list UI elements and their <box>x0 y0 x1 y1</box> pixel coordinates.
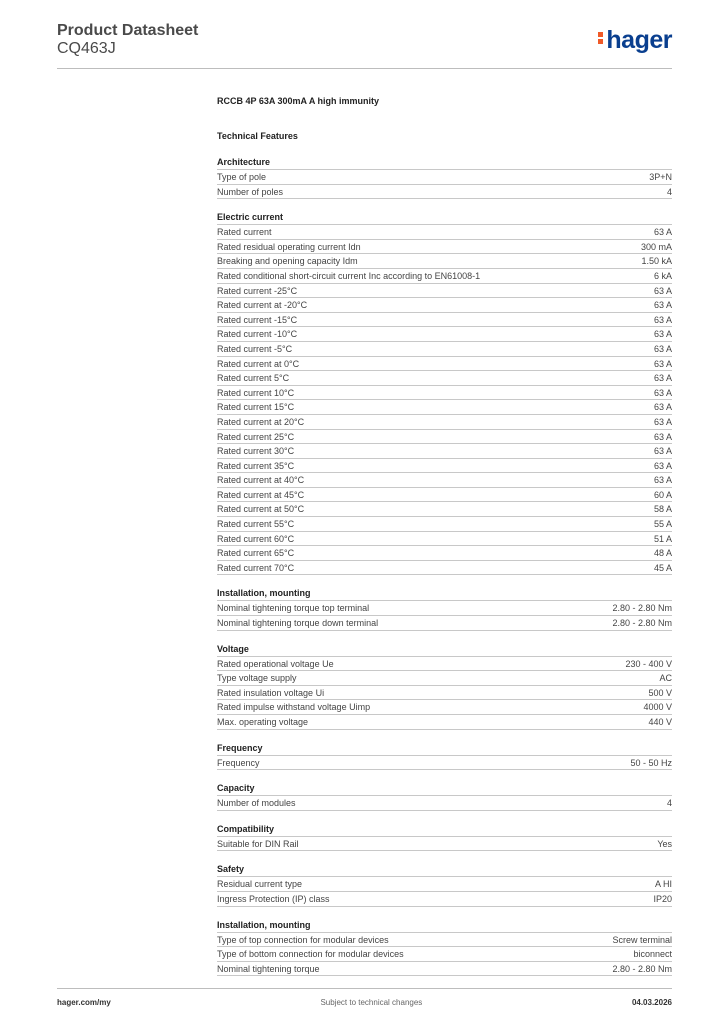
section-heading: Electric current <box>217 210 672 225</box>
spec-row <box>217 342 672 357</box>
spec-label: Rated current at 40°C <box>217 475 305 486</box>
spec-value: 4 <box>666 798 672 809</box>
spec-label: Rated current 5°C <box>217 373 290 384</box>
spec-label: Type voltage supply <box>217 673 297 684</box>
spec-value: 63 A <box>653 343 672 354</box>
spec-row <box>217 488 672 503</box>
spec-label: Rated current -15°C <box>217 314 298 325</box>
spec-label: Rated current at 45°C <box>217 489 305 500</box>
spec-label: Number of poles <box>217 186 284 197</box>
spec-row <box>217 327 672 342</box>
spec-label: Rated current 55°C <box>217 519 295 530</box>
spec-value: 1.50 kA <box>641 256 672 267</box>
footer-website[interactable]: hager.com/my <box>57 998 111 1007</box>
logo-dots-icon <box>598 30 604 46</box>
footer-note: Subject to technical changes <box>320 998 423 1007</box>
spec-label: Rated current 25°C <box>217 431 295 442</box>
document-title: Product Datasheet <box>57 22 199 39</box>
footer <box>57 998 672 1007</box>
spec-row <box>217 170 672 185</box>
datasheet-content <box>217 94 672 976</box>
spec-value: 63 A <box>653 373 672 384</box>
spec-row <box>217 657 672 672</box>
spec-label: Max. operating voltage <box>217 717 309 727</box>
spec-value: 63 A <box>653 402 672 413</box>
spec-label: Rated current -5°C <box>217 343 293 354</box>
spec-label: Number of modules <box>217 798 296 809</box>
spec-value: 6 kA <box>653 270 672 281</box>
spec-label: Rated current at 0°C <box>217 358 300 369</box>
section-heading: Capacity <box>217 781 672 796</box>
spec-row <box>217 561 672 576</box>
spec-value: 63 A <box>653 314 672 325</box>
spec-row <box>217 284 672 299</box>
spec-label: Rated current <box>217 227 272 238</box>
spec-row <box>217 430 672 445</box>
spec-row <box>217 700 672 715</box>
header-divider <box>57 68 672 69</box>
spec-value: Yes <box>657 838 672 849</box>
spec-row <box>217 400 672 415</box>
spec-label: Rated current -25°C <box>217 285 298 296</box>
spec-value: 63 A <box>653 446 672 457</box>
spec-label: Rated current 70°C <box>217 562 295 573</box>
spec-value: 55 A <box>653 519 672 530</box>
spec-label: Rated insulation voltage Ui <box>217 687 325 698</box>
spec-value: 63 A <box>653 475 672 486</box>
spec-label: Rated current 10°C <box>217 387 295 398</box>
spec-value: 4 <box>666 186 672 197</box>
spec-value: 45 A <box>653 562 672 573</box>
spec-label: Rated current 60°C <box>217 533 295 544</box>
spec-row <box>217 756 672 771</box>
spec-section <box>217 862 672 906</box>
spec-row <box>217 837 672 852</box>
product-code: CQ463J <box>57 40 116 57</box>
spec-value: 300 mA <box>640 241 672 252</box>
spec-row <box>217 962 672 977</box>
spec-row <box>217 517 672 532</box>
spec-label: Rated current 30°C <box>217 446 295 457</box>
spec-label: Nominal tightening torque down terminal <box>217 618 379 629</box>
spec-label: Ingress Protection (IP) class <box>217 893 330 904</box>
spec-value: 3P+N <box>649 172 672 182</box>
section-heading: Installation, mounting <box>217 918 672 933</box>
spec-row <box>217 502 672 517</box>
spec-label: Type of pole <box>217 172 267 182</box>
spec-label: Breaking and opening capacity Idm <box>217 256 358 267</box>
spec-row <box>217 298 672 313</box>
spec-value: IP20 <box>653 893 672 904</box>
spec-label: Nominal tightening torque <box>217 963 320 974</box>
spec-section <box>217 642 672 730</box>
spec-label: Rated current at 50°C <box>217 504 305 515</box>
spec-value: 63 A <box>653 329 672 340</box>
spec-value: 500 V <box>648 687 672 698</box>
logo-text: hager <box>606 26 672 54</box>
spec-row <box>217 254 672 269</box>
spec-label: Rated current at 20°C <box>217 416 305 427</box>
spec-value: 63 A <box>653 416 672 427</box>
section-heading: Voltage <box>217 642 672 657</box>
spec-row <box>217 532 672 547</box>
spec-value: 63 A <box>653 460 672 471</box>
spec-label: Rated conditional short-circuit current Inc according to EN61008-1 <box>217 270 481 281</box>
spec-value: 2.80 - 2.80 Nm <box>612 963 672 974</box>
spec-row <box>217 459 672 474</box>
spec-row <box>217 947 672 962</box>
spec-value: 63 A <box>653 358 672 369</box>
spec-section <box>217 586 672 630</box>
spec-label: Nominal tightening torque top terminal <box>217 603 370 614</box>
spec-label: Rated impulse withstand voltage Uimp <box>217 702 371 713</box>
spec-row <box>217 386 672 401</box>
spec-row <box>217 444 672 459</box>
spec-row <box>217 601 672 616</box>
spec-value: 2.80 - 2.80 Nm <box>612 603 672 614</box>
spec-value: Screw terminal <box>612 934 672 945</box>
spec-row <box>217 892 672 907</box>
spec-value: 2.80 - 2.80 Nm <box>612 618 672 629</box>
section-heading: Compatibility <box>217 822 672 837</box>
product-title: RCCB 4P 63A 300mA A high immunity <box>217 96 380 106</box>
spec-label: Rated current -10°C <box>217 329 298 340</box>
spec-row <box>217 796 672 811</box>
spec-section <box>217 822 672 852</box>
spec-row <box>217 473 672 488</box>
spec-value: 63 A <box>653 227 672 238</box>
spec-value: A HI <box>654 879 672 890</box>
spec-row <box>217 933 672 948</box>
spec-label: Rated current 65°C <box>217 548 295 559</box>
header <box>57 22 198 58</box>
footer-date: 04.03.2026 <box>631 998 672 1007</box>
spec-label: Suitable for DIN Rail <box>217 838 299 849</box>
spec-row <box>217 616 672 631</box>
spec-row <box>217 371 672 386</box>
spec-row <box>217 185 672 200</box>
spec-row <box>217 313 672 328</box>
section-heading: Installation, mounting <box>217 586 672 601</box>
spec-label: Residual current type <box>217 879 303 890</box>
spec-label: Rated current 35°C <box>217 460 295 471</box>
spec-row <box>217 240 672 255</box>
spec-value: 440 V <box>648 717 672 727</box>
spec-row <box>217 686 672 701</box>
spec-value: 51 A <box>653 533 672 544</box>
spec-label: Frequency <box>217 757 260 768</box>
spec-row <box>217 225 672 240</box>
spec-value: 63 A <box>653 285 672 296</box>
spec-label: Type of bottom connection for modular devices <box>217 949 404 960</box>
spec-value: 230 - 400 V <box>625 658 672 669</box>
spec-value: 50 - 50 Hz <box>630 757 672 768</box>
spec-sections <box>217 155 672 976</box>
spec-value: 63 A <box>653 300 672 311</box>
footer-divider <box>57 988 672 989</box>
spec-value: 4000 V <box>643 702 672 713</box>
spec-label: Rated current 15°C <box>217 402 295 413</box>
spec-row <box>217 715 672 730</box>
section-heading: Frequency <box>217 741 672 756</box>
spec-label: Rated residual operating current Idn <box>217 241 361 252</box>
spec-row <box>217 415 672 430</box>
spec-label: Type of top connection for modular devices <box>217 934 389 945</box>
spec-section <box>217 741 672 771</box>
spec-row <box>217 269 672 284</box>
spec-section <box>217 918 672 977</box>
spec-section <box>217 781 672 811</box>
spec-section <box>217 210 672 575</box>
spec-value: 48 A <box>653 548 672 559</box>
spec-section <box>217 155 672 199</box>
spec-value: 60 A <box>653 489 672 500</box>
spec-value: AC <box>659 673 672 684</box>
spec-value: 63 A <box>653 387 672 398</box>
spec-label: Rated current at -20°C <box>217 300 308 311</box>
spec-value: 63 A <box>653 431 672 442</box>
spec-row <box>217 357 672 372</box>
technical-features-heading: Technical Features <box>217 131 298 141</box>
spec-row <box>217 546 672 561</box>
spec-label: Rated operational voltage Ue <box>217 658 334 669</box>
spec-row <box>217 877 672 892</box>
spec-row <box>217 671 672 686</box>
spec-value: biconnect <box>633 949 672 960</box>
spec-value: 58 A <box>653 504 672 515</box>
section-heading: Architecture <box>217 155 672 170</box>
section-heading: Safety <box>217 862 672 877</box>
hager-logo <box>598 26 672 55</box>
